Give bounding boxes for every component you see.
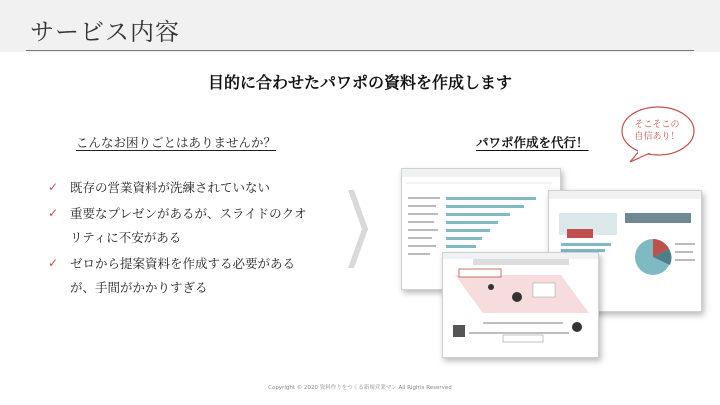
check-icon: ✓ bbox=[48, 256, 59, 270]
list-item-text: 既存の営業資料が洗練されていない bbox=[70, 180, 271, 195]
problems-heading: こんなお困りごとはありませんか？ bbox=[76, 135, 277, 150]
list-item-text: ゼロから提案資料を作成する必要があるが、手間がかかりすぎる bbox=[70, 256, 296, 295]
list-item bbox=[48, 202, 308, 250]
chevron-right-icon bbox=[348, 190, 368, 268]
list-item-text: 重要なプレゼンがあるが、スライドのクオリティに不安がある bbox=[70, 206, 307, 245]
sample-slide-3 bbox=[442, 252, 599, 358]
problem-list bbox=[48, 176, 308, 302]
headline: 目的に合わせたパワポの資料を作成します bbox=[207, 73, 512, 92]
list-item bbox=[48, 176, 308, 200]
bubble-line: 自信あり！ bbox=[634, 132, 680, 142]
check-icon: ✓ bbox=[48, 180, 59, 194]
bubble-text bbox=[618, 119, 696, 143]
list-item bbox=[48, 252, 308, 300]
bubble-line: そこそこの bbox=[634, 120, 680, 130]
title-divider bbox=[26, 50, 694, 51]
slide-3-graphic bbox=[443, 253, 598, 357]
copyright-footer: Copyright © 2020 資料作りをつくる新規営業マン All Rights Reserved bbox=[268, 385, 452, 391]
check-icon: ✓ bbox=[48, 206, 59, 220]
solution-heading: パワポ作成を代行！ bbox=[476, 135, 589, 150]
page-title: サービス内容 bbox=[30, 18, 180, 46]
